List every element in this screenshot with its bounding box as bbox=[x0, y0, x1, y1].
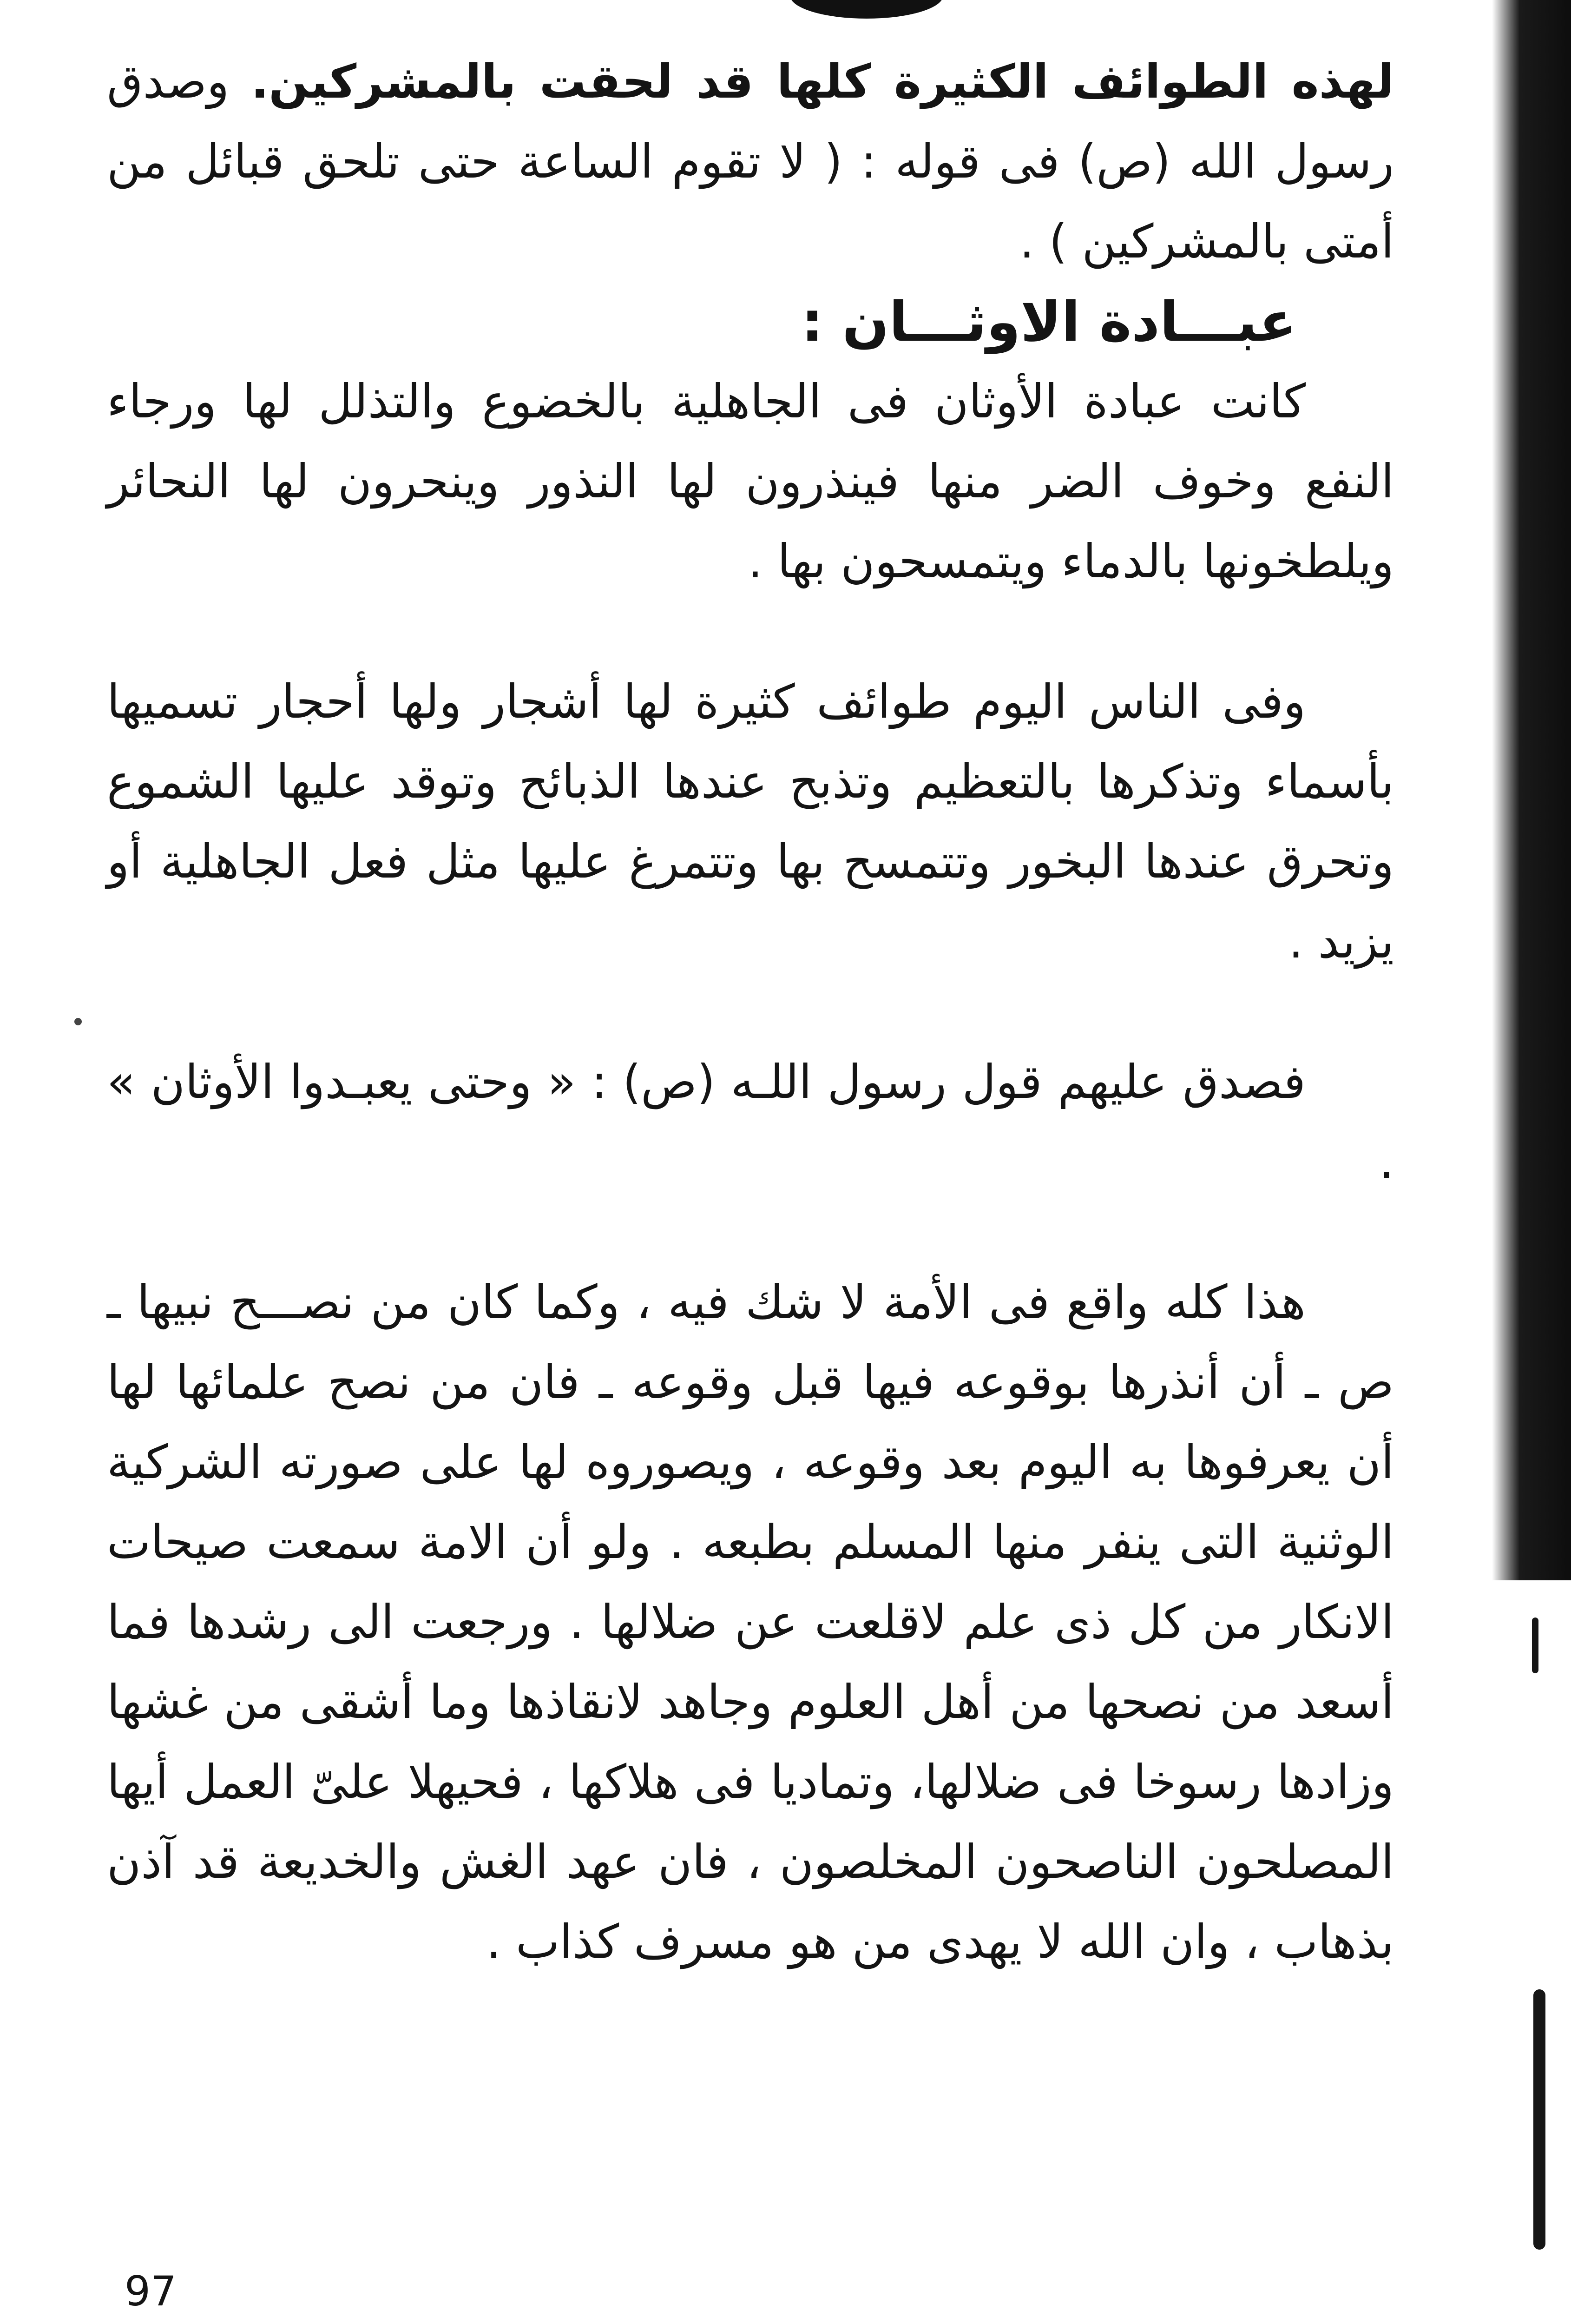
page-edge-mark bbox=[1532, 1618, 1538, 1673]
section-heading: عبـــادة الاوثـــان : bbox=[801, 290, 1296, 354]
page-text bbox=[107, 42, 1394, 1982]
paragraph-today-groups: وفى الناس اليوم طوائف كثيرة لها أشجار ولها أحجار تسميها بأسماء وتذكرها بالتعظيم وتذبح عندها الذبائح وتوقد عليها الشموع وتحرق عندها البخور وتتمسح بها وتتمرغ عليها مثل فعل الجاهلية أو يزيد . bbox=[107, 674, 1394, 969]
paragraph-hadith: فصدق عليهم قول رسول اللـه (ص) : « وحتى يعبـدوا الأوثان » . bbox=[107, 1055, 1394, 1189]
paragraph-idol-worship: كانت عبادة الأوثان فى الجاهلية بالخضوع والتذلل لها ورجاء النفع وخوف الضر منها فينذرون لها النذور وينحرون لها النحائر ويلطخونها بالدماء ويتمسحون بها . bbox=[107, 374, 1394, 588]
opening-text: وصدق رسول الله (ص) فى قوله : ( لا تقوم الساعة حتى تلحق قبائل من أمتى بالمشركين ) . bbox=[107, 54, 1394, 269]
page-number: 97 bbox=[125, 2267, 177, 2315]
opening-paragraph bbox=[107, 42, 1394, 282]
paragraph-conclusion: هذا كله واقع فى الأمة لا شك فيه ، وكما كان من نصـــح نبيها ـ ص ـ أن أنذرها بوقوعه فيها قبل وقوعه ـ فان من نصح علمائها لها أن يعرفوها به اليوم بعد وقوعه ، ويصوروه لها على صورته الشركية الوثنية التى ينفر منها المسلم بطبعه . ولو أن الامة سمعت صيحات الانكار من كل ذى علم لاقلعت عن ضلالها . ورجعت الى رشدها فما أسعد من نصحها من أهل العلوم وجاهد لانقاذها وما أشقى من غشها وزادها رسوخا فى ضلالها، وتماديا فى هلاكها ، فحيهلا علىّ العمل أيها المصلحون الناصحون المخلصون ، فان عهد الغش والخديعة قد آذن بذهاب ، وان الله لا يهدى من هو مسرف كذاب . bbox=[107, 1275, 1394, 1969]
page-edge-mark bbox=[1533, 1989, 1545, 2250]
scan-speck bbox=[74, 1018, 82, 1025]
scan-ink-blot bbox=[790, 0, 943, 19]
page-edge-shadow bbox=[1492, 0, 1571, 1580]
opening-bold-text: لهذه الطوائف الكثيرة كلها قد لحقت بالمشركين. bbox=[251, 54, 1394, 109]
